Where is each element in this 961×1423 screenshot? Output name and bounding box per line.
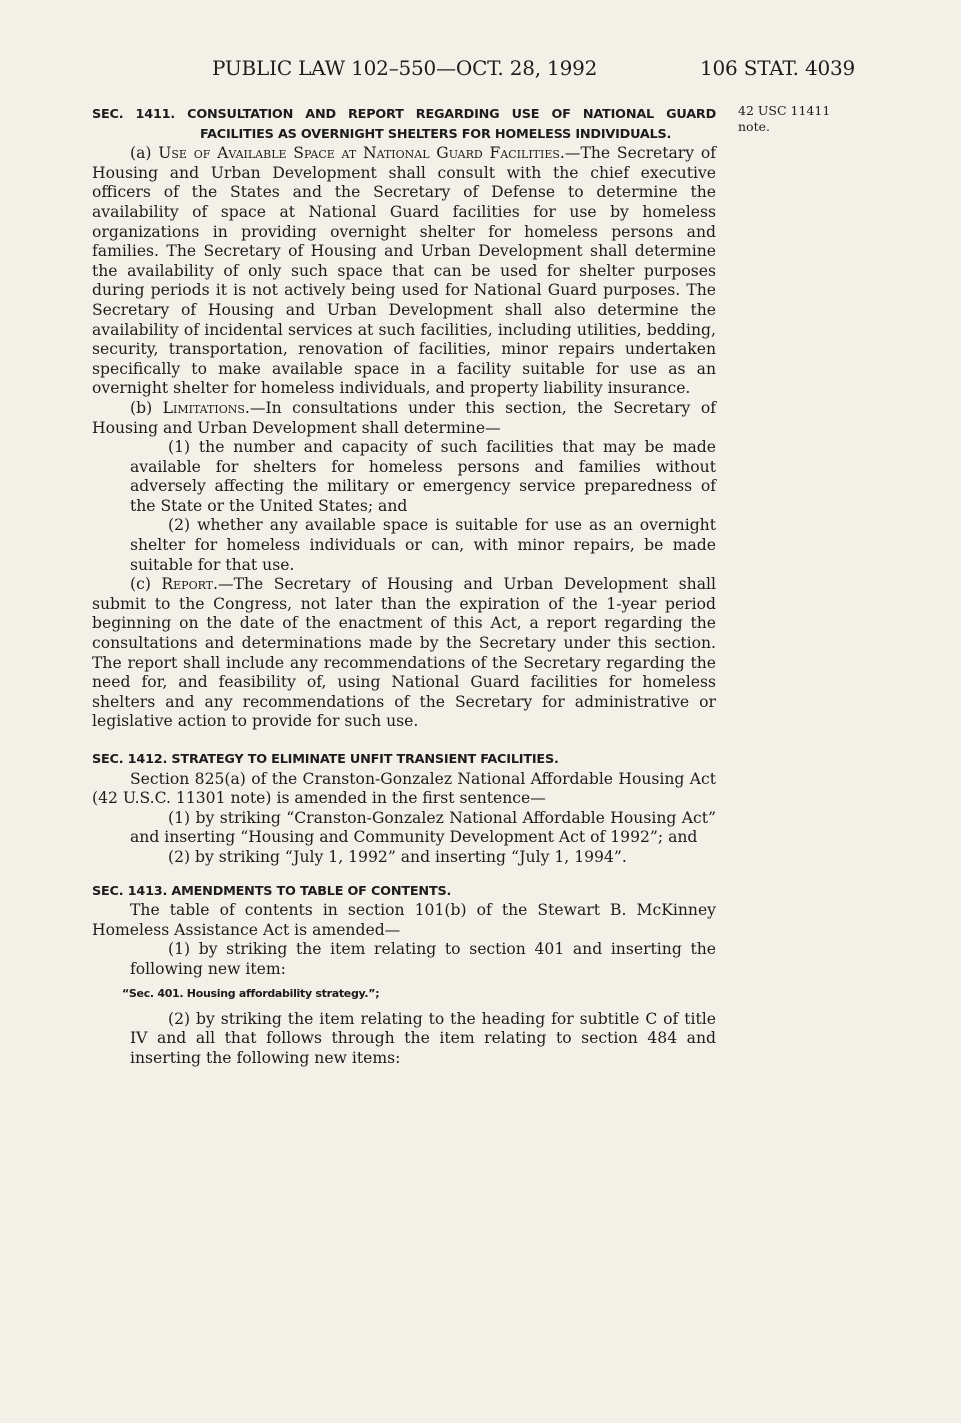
section-1412-paragraph-2: (2) by striking “July 1, 1992” and inserting “July 1, 1994”.: [168, 847, 627, 866]
section-1413-paragraph-2: (2) by striking the item relating to the heading for subtitle C of title IV and all that follows through the item relating to section 484 and inserting the following new items:: [130, 1009, 716, 1067]
subsection-a-title: Use of Available Space at National Guard Facilities.: [158, 144, 565, 163]
section-1411-heading: SEC. 1411. CONSULTATION AND REPORT REGARDING USE OF NATIONAL GUARD FACILITIES AS OVERNIGHT SHELTERS FOR HOMELESS INDIVIDUALS.: [92, 107, 716, 142]
subsection-b-text: —In consultations under this section, the Secretary of Housing and Urban Development shall determine—: [92, 398, 717, 437]
subsection-b-paragraph-2: (2) whether any available space is suitable for use as an overnight shelter for homeless individuals or can, with minor repairs, be made suitable for that use.: [130, 516, 716, 574]
subsection-a-label: (a): [130, 144, 159, 163]
margin-note: [738, 103, 858, 135]
section-1411-subsection-b: [92, 399, 716, 438]
section-1411-subsection-a: [92, 144, 716, 399]
public-law-citation: PUBLIC LAW 102–550—OCT. 28, 1992: [212, 56, 598, 80]
margin-note-suffix: note.: [738, 119, 770, 134]
margin-note-citation: 42 USC 11411: [738, 103, 831, 118]
section-1413-paragraph-1: (1) by striking the item relating to section 401 and inserting the following new item:: [130, 940, 716, 978]
section-1413-intro: The table of contents in section 101(b) of the Stewart B. McKinney Homeless Assistance Act is amended—: [92, 901, 716, 939]
subsection-b-title: Limitations.: [162, 398, 250, 417]
statute-page-number: 106 STAT. 4039: [700, 56, 856, 80]
subsection-a-text: —The Secretary of Housing and Urban Development shall consult with the chief executive officers of the States and the Secretary of Defense to determine the availability of space at National Guard facilities for use by homeless organizations in providing overnight shelter for homeless persons and families. The Secretary of Housing and Urban Development shall determine the availability of only such space that can be used for shelter purposes during periods it is not actively being used for National Guard purposes. The Secretary of Housing and Urban Development shall also determine the availability of incidental services at such facilities, including utilities, bedding, security, transportation, renovation of facilities, minor repairs undertaken specifically to make available space in a facility suitable for use as an overnight shelter for homeless individuals, and property liability insurance.: [92, 144, 716, 398]
subsection-b-label: (b): [130, 398, 163, 417]
section-1412-heading: SEC. 1412. STRATEGY TO ELIMINATE UNFIT TRANSIENT FACILITIES.: [92, 752, 559, 767]
subsection-c-label: (c): [130, 575, 162, 594]
section-1412-intro: Section 825(a) of the Cranston-Gonzalez National Affordable Housing Act (42 U.S.C. 11301 note) is amended in the first sentence—: [92, 769, 716, 808]
section-1413-heading: SEC. 1413. AMENDMENTS TO TABLE OF CONTENTS.: [92, 883, 452, 899]
section-spacer: [92, 732, 716, 750]
subsection-b-paragraph-1: (1) the number and capacity of such facilities that may be made available for shelters for homeless persons and families without adversely affecting the military or emergency service preparedness of the State or the United States; and: [130, 438, 716, 515]
toc-inserted-item: “Sec. 401. Housing affordability strategy.”;: [122, 986, 380, 1000]
section-spacer: [92, 868, 716, 882]
page-header: [0, 56, 961, 86]
document-body: [92, 105, 716, 1068]
subsection-c-title: Report.: [161, 575, 218, 594]
subsection-c-text: —The Secretary of Housing and Urban Development shall submit to the Congress, not later than the expiration of the 1-year period beginning on the date of the enactment of this Act, a report regarding the consultations and determinations made by the Secretary under this section. The report shall include any recommendations of the Secretary regarding the need for, and feasibility of, using National Guard facilities for homeless shelters and any recommendations of the Secretary for administrative or legislative action to provide for such use.: [92, 575, 716, 731]
section-1412-paragraph-1: (1) by striking “Cranston-Gonzalez National Affordable Housing Act” and inserting “Housing and Community Development Act of 1992”; and: [130, 808, 716, 847]
section-1411-subsection-c: [92, 575, 716, 732]
